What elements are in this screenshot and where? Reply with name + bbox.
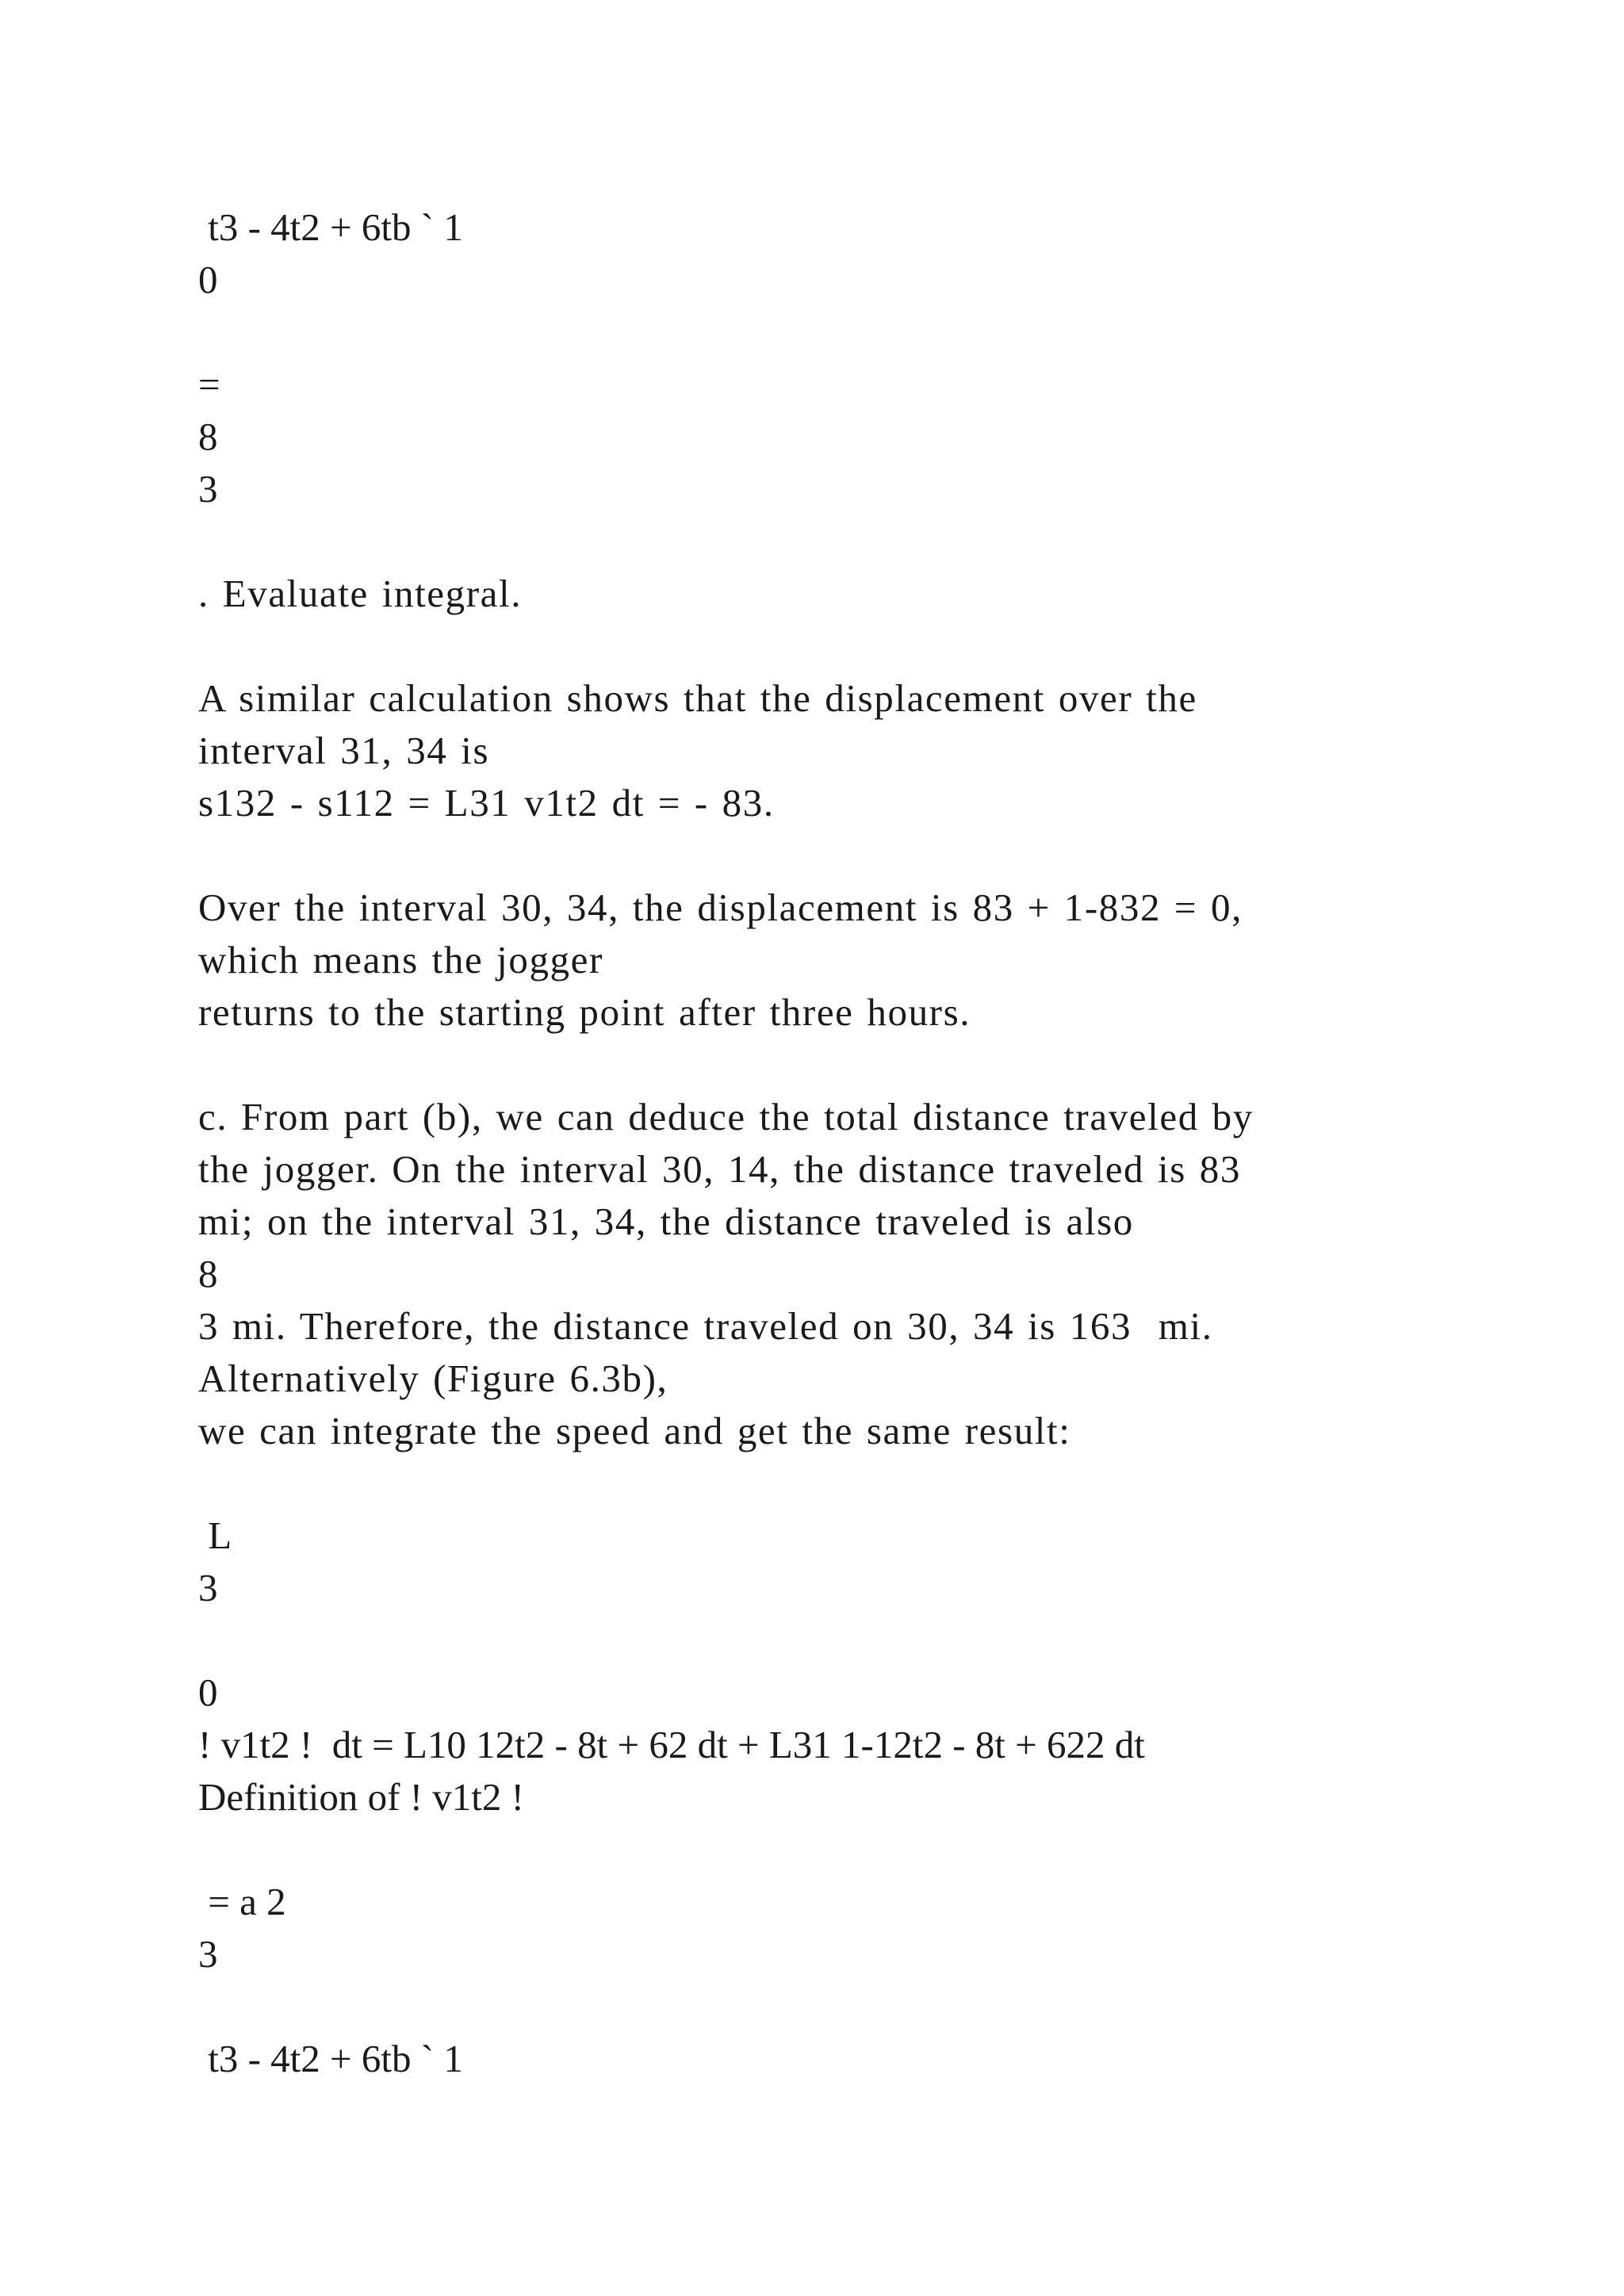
text-line: 8	[198, 415, 218, 458]
text-line: Definition of ! v1t2 !	[198, 1775, 524, 1819]
text-line: Alternatively (Figure 6.3b),	[198, 1357, 668, 1400]
text-line: 3	[198, 467, 218, 511]
text-line: mi; on the interval 31, 34, the distance traveled is also	[198, 1200, 1134, 1243]
text-line: L	[198, 1513, 232, 1557]
text-line: c. From part (b), we can deduce the total distance traveled by	[198, 1095, 1254, 1138]
text-line: 3 mi. Therefore, the distance traveled on 30, 34 is 163 mi.	[198, 1304, 1213, 1348]
text-line: 3	[198, 1932, 218, 1976]
text-line: which means the jogger	[198, 938, 603, 982]
text-line: t3 - 4t2 + 6tb ` 1	[198, 2037, 463, 2080]
text-line: interval 31, 34 is	[198, 729, 490, 772]
text-line: Over the interval 30, 34, the displacement is 83 + 1-832 = 0,	[198, 886, 1243, 929]
text-line: returns to the starting point after three hours.	[198, 990, 971, 1034]
text-line: ! v1t2 ! dt = L10 12t2 - 8t + 62 dt + L31 1-12t2 - 8t + 622 dt	[198, 1723, 1145, 1766]
text-line: =	[198, 362, 220, 406]
text-line: t3 - 4t2 + 6tb ` 1	[198, 205, 463, 249]
text-line: 3	[198, 1566, 218, 1609]
text-line: we can integrate the speed and get the same result:	[198, 1409, 1071, 1452]
text-line: the jogger. On the interval 30, 14, the distance traveled is 83	[198, 1147, 1241, 1191]
text-line: s132 - s112 = L31 v1t2 dt = - 83.	[198, 781, 775, 825]
text-line: 8	[198, 1252, 218, 1295]
text-line: 0	[198, 1670, 218, 1714]
text-line: = a 2	[198, 1880, 286, 1923]
text-line: A similar calculation shows that the displacement over the	[198, 676, 1197, 720]
text-line: . Evaluate integral.	[198, 572, 523, 615]
text-line: 0	[198, 258, 218, 301]
